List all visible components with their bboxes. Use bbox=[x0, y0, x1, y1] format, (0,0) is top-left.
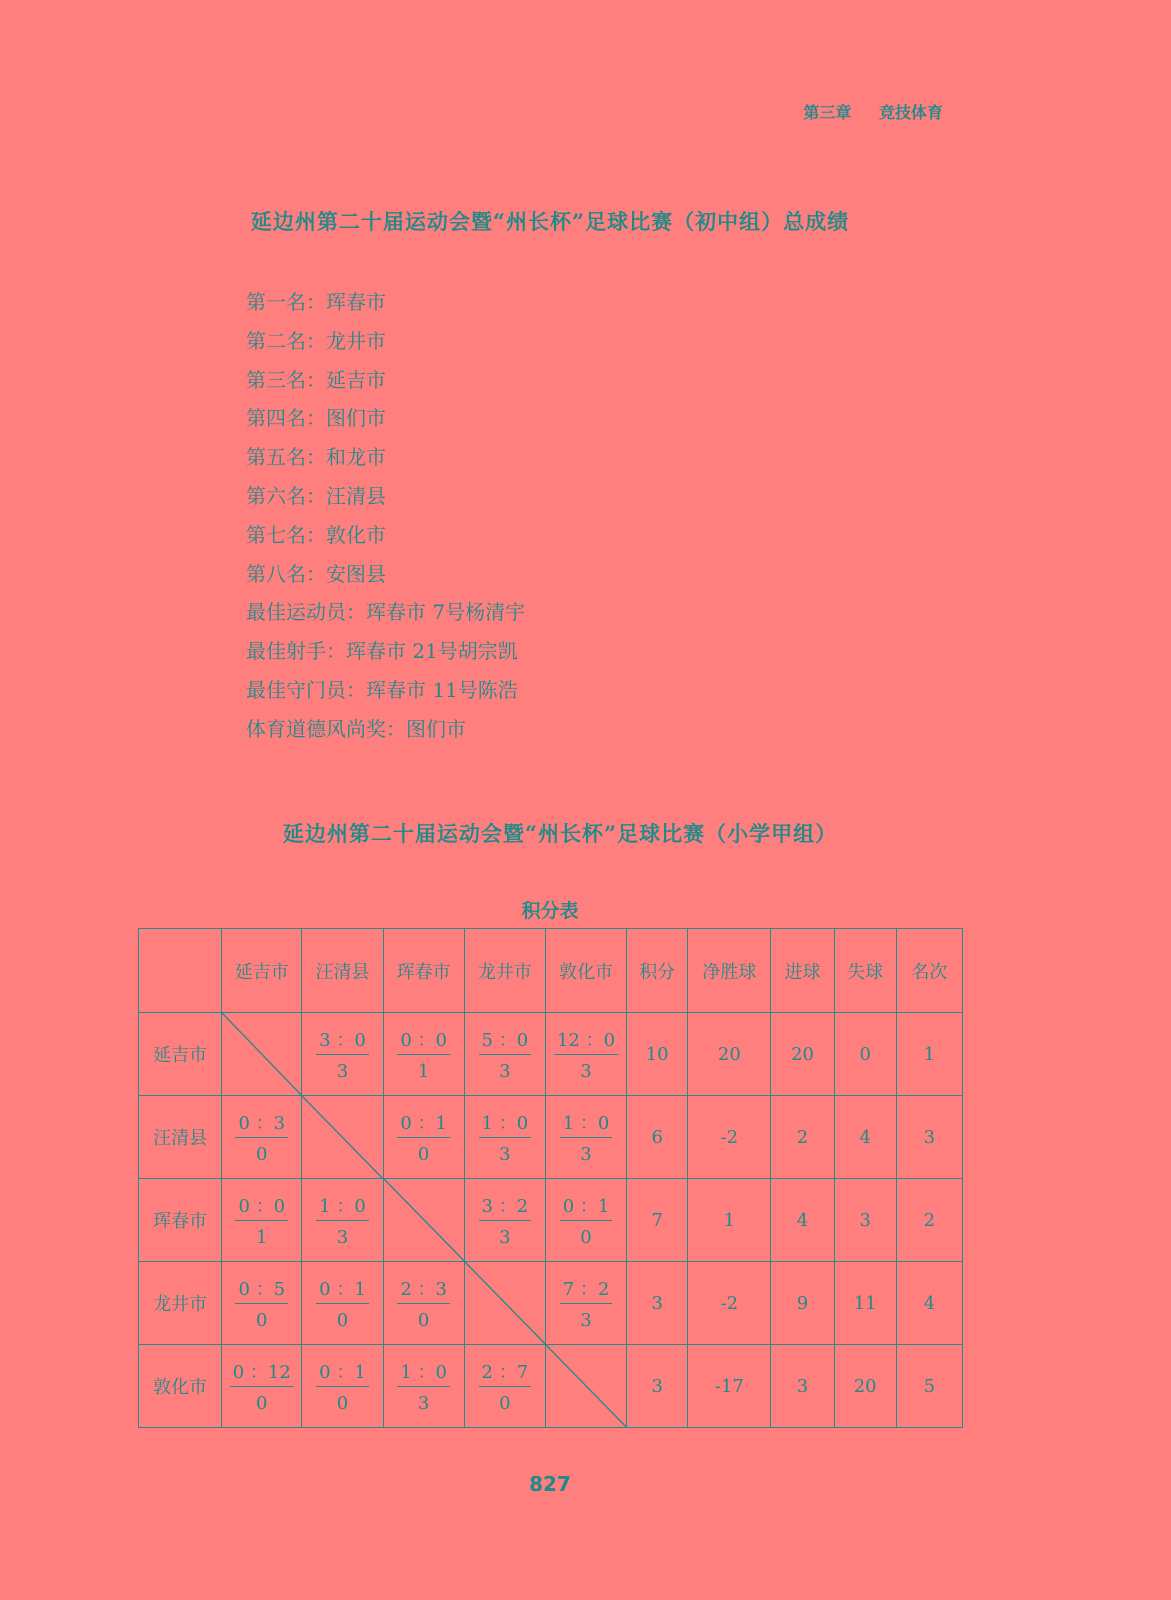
diagonal-cell bbox=[464, 1262, 545, 1345]
match-score: 7 ：2 bbox=[560, 1275, 613, 1304]
table-row bbox=[139, 1013, 963, 1096]
match-points: 3 bbox=[336, 1061, 349, 1082]
match-score: 0 ：1 bbox=[397, 1109, 450, 1138]
match-points: 1 bbox=[256, 1227, 268, 1248]
goal-difference-cell: 1 bbox=[688, 1179, 771, 1262]
result-item: 第三名：延吉市 bbox=[246, 367, 386, 392]
rank-cell: 2 bbox=[896, 1179, 962, 1262]
column-header: 敦化市 bbox=[545, 929, 626, 1013]
goals-against-cell: 4 bbox=[834, 1096, 896, 1179]
match-cell bbox=[302, 1013, 383, 1096]
match-cell bbox=[222, 1096, 302, 1179]
match-cell bbox=[545, 1179, 626, 1262]
match-points: 3 bbox=[499, 1144, 511, 1165]
running-head bbox=[803, 100, 943, 123]
match-score: 0 ：0 bbox=[235, 1192, 288, 1221]
match-score: 3 ：2 bbox=[479, 1192, 532, 1221]
column-header: 汪清县 bbox=[302, 929, 383, 1013]
rank-cell: 1 bbox=[896, 1013, 962, 1096]
match-points: 3 bbox=[580, 1310, 592, 1331]
diagonal-cell bbox=[545, 1345, 626, 1428]
match-cell bbox=[383, 1096, 464, 1179]
result-item: 第八名：安图县 bbox=[246, 561, 386, 586]
match-points: 3 bbox=[580, 1144, 592, 1165]
diagonal-line bbox=[222, 1013, 301, 1095]
points-total-cell: 3 bbox=[627, 1345, 688, 1428]
result-item: 第五名：和龙市 bbox=[246, 445, 386, 470]
column-header: 积分 bbox=[627, 929, 688, 1013]
match-points: 0 bbox=[499, 1393, 511, 1414]
match-cell bbox=[302, 1179, 383, 1262]
column-header: 珲春市 bbox=[383, 929, 464, 1013]
chapter-label: 第三章 bbox=[803, 103, 852, 122]
match-cell bbox=[464, 1179, 545, 1262]
match-score: 0 ：5 bbox=[235, 1275, 288, 1304]
standings-title: 延边州第二十届运动会暨“州长杯”足球比赛（小学甲组） bbox=[282, 821, 838, 846]
points-total-cell: 6 bbox=[627, 1096, 688, 1179]
goal-difference-cell: -2 bbox=[688, 1262, 771, 1345]
goals-against-cell: 3 bbox=[834, 1179, 896, 1262]
match-score: 12 ：0 bbox=[554, 1026, 618, 1055]
match-cell bbox=[383, 1345, 464, 1428]
match-cell bbox=[383, 1262, 464, 1345]
row-team-label: 汪清县 bbox=[139, 1096, 222, 1179]
match-points: 3 bbox=[499, 1061, 511, 1082]
diagonal-line bbox=[384, 1179, 464, 1261]
goal-difference-cell: 20 bbox=[688, 1013, 771, 1096]
goal-difference-cell: -2 bbox=[688, 1096, 771, 1179]
diagonal-line bbox=[546, 1345, 626, 1427]
match-cell bbox=[464, 1345, 545, 1428]
row-team-label: 延吉市 bbox=[139, 1013, 222, 1096]
table-caption: 积分表 bbox=[521, 900, 579, 922]
match-cell bbox=[302, 1262, 383, 1345]
results-list bbox=[246, 283, 525, 749]
result-item: 第七名：敦化市 bbox=[246, 522, 386, 547]
table-row bbox=[139, 1096, 963, 1179]
result-item: 第六名：汪清县 bbox=[246, 483, 386, 508]
result-item: 第四名：图们市 bbox=[246, 406, 386, 431]
rank-cell: 3 bbox=[896, 1096, 962, 1179]
column-header: 延吉市 bbox=[222, 929, 302, 1013]
goals-for-cell: 4 bbox=[771, 1179, 834, 1262]
section-label: 竞技体育 bbox=[878, 103, 943, 122]
match-score: 0 ：3 bbox=[235, 1109, 288, 1138]
points-total-cell: 10 bbox=[627, 1013, 688, 1096]
match-points: 1 bbox=[417, 1061, 430, 1082]
points-total-cell: 7 bbox=[627, 1179, 688, 1262]
goals-against-cell: 20 bbox=[834, 1345, 896, 1428]
diagonal-cell bbox=[383, 1179, 464, 1262]
match-score: 0 ：1 bbox=[316, 1358, 369, 1387]
diagonal-line bbox=[302, 1096, 382, 1178]
match-cell bbox=[383, 1013, 464, 1096]
page-number: 827 bbox=[529, 1472, 571, 1496]
match-points: 3 bbox=[336, 1227, 349, 1248]
diagonal-cell bbox=[302, 1096, 383, 1179]
award-item: 体育道德风尚奖：图们市 bbox=[246, 716, 466, 741]
results-title: 延边州第二十届运动会暨“州长杯”足球比赛（初中组）总成绩 bbox=[250, 209, 850, 234]
diagonal-line bbox=[465, 1262, 545, 1344]
standings-table bbox=[138, 928, 963, 1428]
goals-for-cell: 9 bbox=[771, 1262, 834, 1345]
match-score: 1 ：0 bbox=[479, 1109, 532, 1138]
table-row bbox=[139, 1262, 963, 1345]
match-points: 3 bbox=[417, 1393, 430, 1414]
match-points: 0 bbox=[417, 1144, 430, 1165]
match-cell bbox=[545, 1262, 626, 1345]
goals-for-cell: 20 bbox=[771, 1013, 834, 1096]
rank-cell: 5 bbox=[896, 1345, 962, 1428]
match-points: 0 bbox=[256, 1310, 268, 1331]
match-points: 0 bbox=[580, 1227, 592, 1248]
result-item: 第一名：珲春市 bbox=[246, 290, 386, 314]
goals-against-cell: 0 bbox=[834, 1013, 896, 1096]
match-score: 1 ：0 bbox=[560, 1109, 613, 1138]
match-score: 2 ：3 bbox=[397, 1275, 450, 1304]
match-points: 3 bbox=[580, 1061, 592, 1082]
row-team-label: 敦化市 bbox=[139, 1345, 222, 1428]
match-points: 0 bbox=[256, 1393, 268, 1414]
column-header: 失球 bbox=[834, 929, 896, 1013]
match-score: 0 ：1 bbox=[316, 1275, 369, 1304]
goal-difference-cell: -17 bbox=[688, 1345, 771, 1428]
match-score: 5 ：0 bbox=[479, 1026, 532, 1055]
result-item: 第二名：龙井市 bbox=[246, 328, 386, 353]
match-score: 2 ：7 bbox=[479, 1358, 532, 1387]
match-cell bbox=[302, 1345, 383, 1428]
award-item: 最佳射手：珲春市 21号胡宗凯 bbox=[246, 639, 518, 664]
goals-against-cell: 11 bbox=[834, 1262, 896, 1345]
match-score: 3 ：0 bbox=[316, 1026, 369, 1055]
match-points: 0 bbox=[256, 1144, 268, 1165]
match-cell bbox=[545, 1096, 626, 1179]
match-points: 0 bbox=[336, 1310, 349, 1331]
award-item: 最佳运动员：珲春市 7号杨清宇 bbox=[246, 600, 526, 625]
match-points: 0 bbox=[336, 1393, 349, 1414]
column-header: 名次 bbox=[896, 929, 962, 1013]
match-points: 3 bbox=[499, 1227, 511, 1248]
table-row bbox=[139, 1179, 963, 1262]
award-item: 最佳守门员：珲春市 11号陈浩 bbox=[246, 677, 518, 702]
match-score: 0 ：0 bbox=[397, 1026, 450, 1055]
column-header: 净胜球 bbox=[688, 929, 771, 1013]
match-cell bbox=[545, 1013, 626, 1096]
match-cell bbox=[222, 1345, 302, 1428]
table-row bbox=[139, 1345, 963, 1428]
rank-cell: 4 bbox=[896, 1262, 962, 1345]
match-cell bbox=[464, 1096, 545, 1179]
match-cell bbox=[464, 1013, 545, 1096]
row-team-label: 龙井市 bbox=[139, 1262, 222, 1345]
column-header: 进球 bbox=[771, 929, 834, 1013]
header-row bbox=[139, 929, 963, 1013]
column-header: 龙井市 bbox=[464, 929, 545, 1013]
match-cell bbox=[222, 1262, 302, 1345]
goals-for-cell: 2 bbox=[771, 1096, 834, 1179]
match-cell bbox=[222, 1179, 302, 1262]
match-score: 1 ：0 bbox=[316, 1192, 369, 1221]
corner-cell bbox=[139, 929, 222, 1013]
row-team-label: 珲春市 bbox=[139, 1179, 222, 1262]
match-score: 0 ：1 bbox=[560, 1192, 613, 1221]
goals-for-cell: 3 bbox=[771, 1345, 834, 1428]
match-points: 0 bbox=[417, 1310, 430, 1331]
points-total-cell: 3 bbox=[627, 1262, 688, 1345]
diagonal-cell bbox=[222, 1013, 302, 1096]
match-score: 0 ：12 bbox=[230, 1358, 294, 1387]
match-score: 1 ：0 bbox=[397, 1358, 450, 1387]
